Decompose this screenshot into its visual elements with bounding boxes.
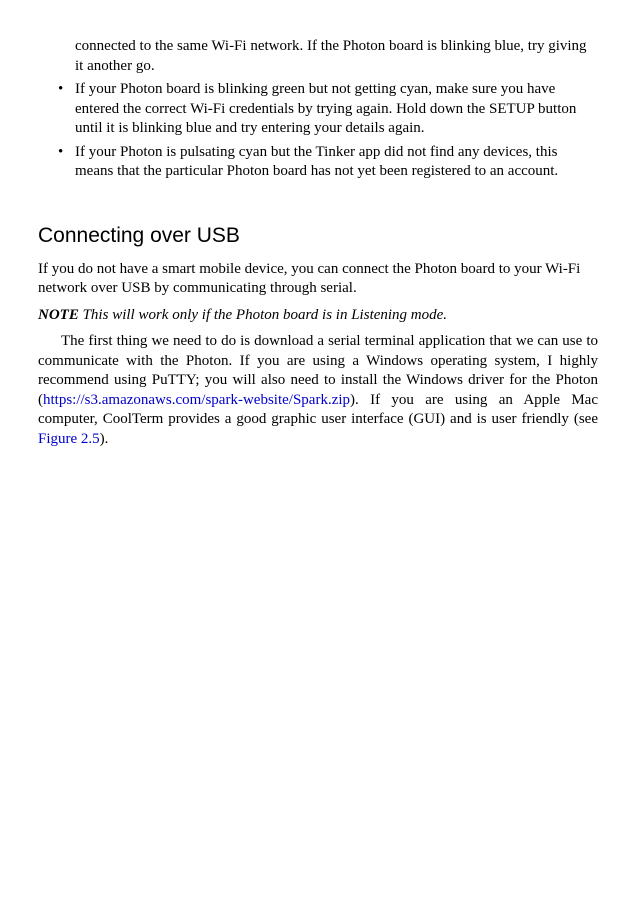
bullet-icon: • [58, 143, 64, 160]
intro-paragraph: If you do not have a smart mobile device, you can connect the Photon board to your Wi-Fi network over USB by communicating through serial. [38, 260, 581, 296]
note-paragraph [38, 306, 598, 326]
note-label: NOTE [38, 306, 79, 323]
paragraph-text: ). [99, 430, 109, 447]
list-item-text: If your Photon is pulsating cyan but the Tinker app did not find any devices, this means that the particular Photon board has not yet been registered to an account. [75, 143, 559, 179]
document-page [38, 37, 598, 449]
section-heading: Connecting over USB [38, 223, 240, 247]
body-paragraph [38, 332, 598, 449]
list-item [38, 143, 598, 182]
figure-reference-link[interactable]: Figure 2.5 [38, 430, 100, 447]
list-item [38, 80, 598, 139]
note-text: This will work only if the Photon board is in Listening mode. [78, 306, 448, 323]
continuation-text: connected to the same Wi-Fi network. If the Photon board is blinking blue, try giving it another go. [75, 38, 587, 74]
paragraph-text: ). If you are using an Apple Mac computer, CoolTerm provides a good graphic user interface (GUI) and is user friendly (see [38, 391, 598, 427]
paragraph-text: The first thing we need to do is download a serial terminal application that we can use to communicate with the Photon. If you are using a Windows operating system, I highly recommend using PuTTY; you will also need to install the Windows driver for the Photon ( [38, 333, 598, 408]
driver-download-link[interactable]: https://s3.amazonaws.com/spark-website/Spark.zip [43, 391, 351, 408]
list-item-text: If your Photon board is blinking green but not getting cyan, make sure you have entered the correct Wi-Fi credentials by trying again. Hold down the SETUP button until it is blinking blue and try entering your details again. [75, 81, 577, 136]
bullet-icon: • [58, 81, 64, 97]
bullet-list [38, 80, 598, 182]
